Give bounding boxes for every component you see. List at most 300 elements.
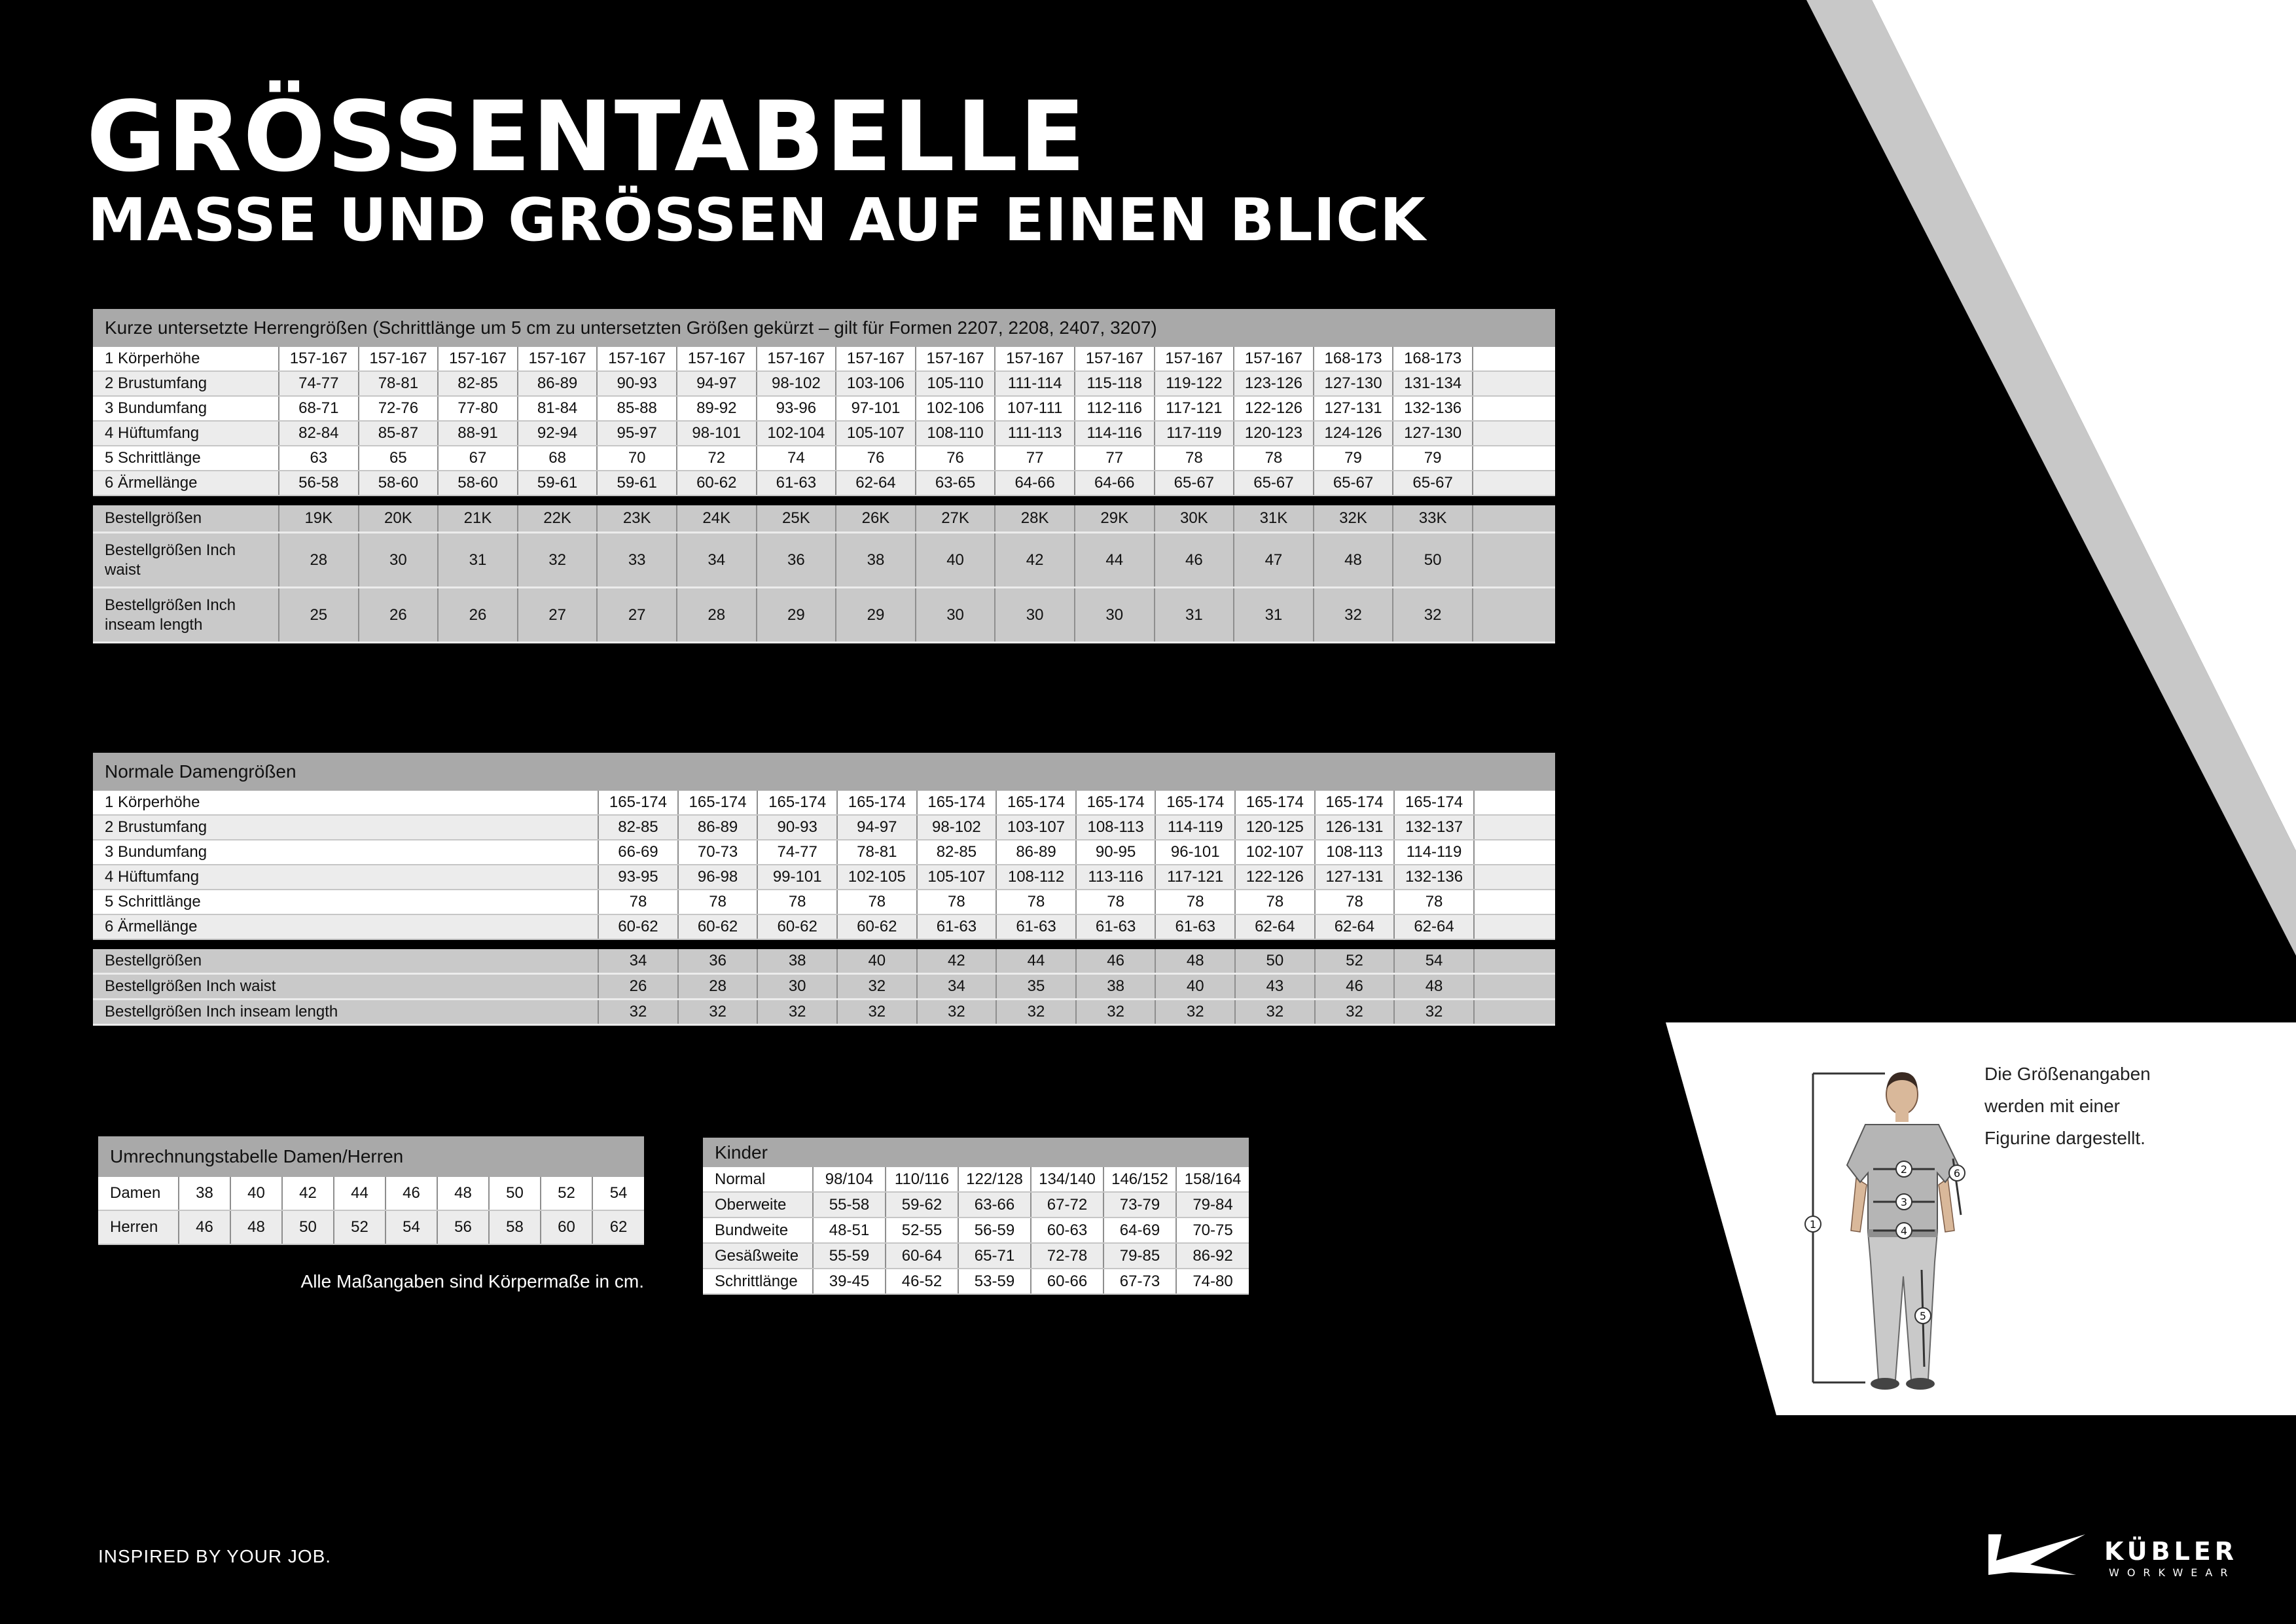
table-row xyxy=(93,840,1555,865)
cell: 165-174 xyxy=(757,791,837,815)
cell: 127-131 xyxy=(1314,396,1393,421)
cell: 115-118 xyxy=(1075,371,1155,396)
empty-cell xyxy=(1473,505,1555,533)
table-row xyxy=(93,446,1555,471)
cell: 29 xyxy=(836,588,916,643)
cell: 66-69 xyxy=(598,840,678,865)
cell: 105-107 xyxy=(836,421,916,446)
cell: 82-84 xyxy=(279,421,359,446)
cell: 25 xyxy=(279,588,359,643)
cell: 46 xyxy=(179,1210,230,1244)
cell: 26 xyxy=(359,588,439,643)
cell: 29 xyxy=(757,588,836,643)
cell: 98-102 xyxy=(757,371,836,396)
cell: 111-114 xyxy=(995,371,1075,396)
cell: 78 xyxy=(1155,890,1235,914)
cell: 25K xyxy=(757,505,836,533)
cell: 32 xyxy=(837,974,917,1000)
row-label: 1 Körperhöhe xyxy=(93,347,279,371)
empty-cell xyxy=(1474,865,1555,890)
cell: 27K xyxy=(916,505,996,533)
cell: 46 xyxy=(1076,949,1156,974)
cell: 132-136 xyxy=(1394,865,1474,890)
cell: 82-85 xyxy=(438,371,518,396)
cell: 126-131 xyxy=(1315,815,1395,840)
cell: 32 xyxy=(1076,1000,1156,1025)
row-label: 3 Bundumfang xyxy=(93,396,279,421)
cell: 77 xyxy=(1075,446,1155,471)
cell: 157-167 xyxy=(916,347,996,371)
row-label-line1: Bestellgrößen Inch xyxy=(105,596,236,614)
figure-caption-line: Die Größenangaben xyxy=(1984,1064,2151,1084)
cell: 26 xyxy=(598,974,678,1000)
cell: 23K xyxy=(597,505,677,533)
cell: 132-137 xyxy=(1394,815,1474,840)
empty-cell xyxy=(1474,949,1555,974)
marker-3: 3 xyxy=(1900,1196,1908,1208)
cell: 108-113 xyxy=(1315,840,1395,865)
row-label: Herren xyxy=(98,1210,179,1244)
cell: 61-63 xyxy=(1155,914,1235,939)
cell: 31 xyxy=(438,533,518,588)
empty-cell xyxy=(1473,446,1555,471)
women-normal-size-table xyxy=(93,753,1555,1026)
row-label: Schrittlänge xyxy=(703,1269,813,1294)
cell: 38 xyxy=(1076,974,1156,1000)
cell: 52 xyxy=(334,1210,386,1244)
cell: 54 xyxy=(386,1210,437,1244)
order-row xyxy=(93,588,1555,643)
cell: 44 xyxy=(1075,533,1155,588)
cell: 20K xyxy=(359,505,439,533)
cell: 59-61 xyxy=(597,471,677,496)
cell: 157-167 xyxy=(597,347,677,371)
cell: 86-92 xyxy=(1176,1243,1249,1269)
cell: 165-174 xyxy=(1076,791,1156,815)
cell: 32 xyxy=(1393,588,1473,643)
cell: 78 xyxy=(598,890,678,914)
cell: 168-173 xyxy=(1314,347,1393,371)
cell: 108-113 xyxy=(1076,815,1156,840)
cell: 93-95 xyxy=(598,865,678,890)
cell: 34 xyxy=(917,974,997,1000)
row-label: 2 Brustumfang xyxy=(93,815,598,840)
cell: 168-173 xyxy=(1393,347,1473,371)
cell: 50 xyxy=(1393,533,1473,588)
table-row xyxy=(703,1218,1249,1243)
cell: 30 xyxy=(1075,588,1155,643)
cell: 103-106 xyxy=(836,371,916,396)
cell: 79-84 xyxy=(1176,1192,1249,1218)
cell: 60-62 xyxy=(837,914,917,939)
table-row xyxy=(93,791,1555,815)
cell: 58 xyxy=(489,1210,541,1244)
cell: 120-123 xyxy=(1234,421,1314,446)
cell: 48 xyxy=(1314,533,1393,588)
cell: 28 xyxy=(678,974,758,1000)
page-title: GRÖSSENTABELLE xyxy=(86,81,1087,193)
empty-cell xyxy=(1474,840,1555,865)
cell: 52-55 xyxy=(886,1218,958,1243)
cell: 108-112 xyxy=(996,865,1076,890)
cell: 92-94 xyxy=(518,421,598,446)
cell: 157-167 xyxy=(995,347,1075,371)
cell: 74-77 xyxy=(757,840,837,865)
brand-tagline: WORKWEAR xyxy=(2109,1566,2236,1579)
kids-caption: Kinder xyxy=(703,1138,1249,1167)
row-label: Bundweite xyxy=(703,1218,813,1243)
cell: 112-116 xyxy=(1075,396,1155,421)
cell: 157-167 xyxy=(438,347,518,371)
cell: 96-101 xyxy=(1155,840,1235,865)
cell: 26K xyxy=(836,505,916,533)
cell: 39-45 xyxy=(813,1269,886,1294)
cell: 72-78 xyxy=(1031,1243,1103,1269)
empty-cell xyxy=(1474,815,1555,840)
cell: 52 xyxy=(541,1177,592,1210)
cell: 111-113 xyxy=(995,421,1075,446)
cell: 32 xyxy=(757,1000,837,1025)
cell: 62-64 xyxy=(1235,914,1315,939)
row-label: 5 Schrittlänge xyxy=(93,446,279,471)
cell: 146/152 xyxy=(1103,1167,1176,1192)
men-short-size-table xyxy=(93,309,1555,643)
cell: 113-116 xyxy=(1076,865,1156,890)
cell: 61-63 xyxy=(996,914,1076,939)
cell: 32 xyxy=(518,533,598,588)
figurine-illustration xyxy=(1787,1060,1983,1401)
row-label: Bestellgrößen Inch inseam length xyxy=(93,1000,598,1025)
cell: 117-121 xyxy=(1155,396,1234,421)
conversion-table xyxy=(98,1136,644,1245)
cell: 78-81 xyxy=(837,840,917,865)
kids-size-table xyxy=(703,1138,1249,1295)
cell: 157-167 xyxy=(677,347,757,371)
cell: 78-81 xyxy=(359,371,439,396)
cell: 62-64 xyxy=(1315,914,1395,939)
cell: 78 xyxy=(1234,446,1314,471)
empty-cell xyxy=(1473,396,1555,421)
cell: 30 xyxy=(359,533,439,588)
row-label: Gesäßweite xyxy=(703,1243,813,1269)
cell: 78 xyxy=(1235,890,1315,914)
cell: 65-71 xyxy=(958,1243,1031,1269)
cell: 127-130 xyxy=(1314,371,1393,396)
cell: 157-167 xyxy=(279,347,359,371)
cell: 78 xyxy=(996,890,1076,914)
row-label: 6 Ärmellänge xyxy=(93,471,279,496)
cell: 165-174 xyxy=(837,791,917,815)
cell: 33K xyxy=(1393,505,1473,533)
brand-name: KÜBLER xyxy=(2104,1537,2238,1566)
cell: 60-62 xyxy=(598,914,678,939)
cell: 89-92 xyxy=(677,396,757,421)
cell: 165-174 xyxy=(917,791,997,815)
cell: 165-174 xyxy=(1315,791,1395,815)
slogan: INSPIRED BY YOUR JOB. xyxy=(98,1546,332,1566)
cell: 85-88 xyxy=(597,396,677,421)
empty-cell xyxy=(1473,471,1555,496)
row-label: Normal xyxy=(703,1167,813,1192)
cell: 62 xyxy=(592,1210,644,1244)
cell: 64-66 xyxy=(1075,471,1155,496)
cell: 73-79 xyxy=(1103,1192,1176,1218)
cell: 44 xyxy=(334,1177,386,1210)
row-label: Oberweite xyxy=(703,1192,813,1218)
cell: 59-62 xyxy=(886,1192,958,1218)
cell: 36 xyxy=(757,533,836,588)
cell: 77-80 xyxy=(438,396,518,421)
cell: 32 xyxy=(1235,1000,1315,1025)
cell: 114-119 xyxy=(1155,815,1235,840)
order-row xyxy=(93,505,1555,533)
cell: 27 xyxy=(518,588,598,643)
cell: 78 xyxy=(678,890,758,914)
cell: 114-119 xyxy=(1394,840,1474,865)
cell: 42 xyxy=(282,1177,334,1210)
cell: 27 xyxy=(597,588,677,643)
cell: 54 xyxy=(1394,949,1474,974)
cell: 63-65 xyxy=(916,471,996,496)
empty-cell xyxy=(1474,1000,1555,1025)
marker-5: 5 xyxy=(1919,1310,1927,1322)
row-label: Bestellgrößen xyxy=(93,505,279,533)
table-row xyxy=(703,1192,1249,1218)
cell: 61-63 xyxy=(757,471,836,496)
figure-caption-line: Figurine dargestellt. xyxy=(1984,1128,2145,1148)
men-short-caption: Kurze untersetzte Herrengrößen (Schrittlänge um 5 cm zu untersetzten Größen gekürzt – gilt für Formen 2207, 2208, 2407, 3207) xyxy=(93,309,1555,347)
empty-cell xyxy=(1473,421,1555,446)
table-row xyxy=(703,1167,1249,1192)
cell: 88-91 xyxy=(438,421,518,446)
cell: 105-110 xyxy=(916,371,996,396)
cell: 78 xyxy=(1315,890,1395,914)
cell: 157-167 xyxy=(1234,347,1314,371)
cell: 56 xyxy=(437,1210,489,1244)
figure-caption-line: werden mit einer xyxy=(1984,1096,2120,1116)
cell: 70-75 xyxy=(1176,1218,1249,1243)
table-row xyxy=(93,396,1555,421)
cell: 50 xyxy=(282,1210,334,1244)
cell: 134/140 xyxy=(1031,1167,1103,1192)
cell: 43 xyxy=(1235,974,1315,1000)
cell: 46 xyxy=(1155,533,1234,588)
cell: 42 xyxy=(995,533,1075,588)
cell: 63 xyxy=(279,446,359,471)
cell: 28 xyxy=(677,588,757,643)
measurements-note: Alle Maßangaben sind Körpermaße in cm. xyxy=(300,1271,644,1291)
cell: 60-62 xyxy=(677,471,757,496)
cell: 40 xyxy=(230,1177,282,1210)
cell: 48 xyxy=(230,1210,282,1244)
cell: 124-126 xyxy=(1314,421,1393,446)
figure-caption xyxy=(1984,1058,2200,1154)
women-normal-caption: Normale Damengrößen xyxy=(93,753,1555,791)
cell: 67-72 xyxy=(1031,1192,1103,1218)
cell: 58-60 xyxy=(359,471,439,496)
cell: 157-167 xyxy=(757,347,836,371)
row-label: Bestellgrößen Inch waist xyxy=(93,974,598,1000)
empty-cell xyxy=(1474,974,1555,1000)
cell: 86-89 xyxy=(678,815,758,840)
table-row xyxy=(93,865,1555,890)
cell: 86-89 xyxy=(996,840,1076,865)
cell: 30 xyxy=(995,588,1075,643)
cell: 30 xyxy=(757,974,837,1000)
cell: 78 xyxy=(917,890,997,914)
cell: 78 xyxy=(757,890,837,914)
cell: 165-174 xyxy=(678,791,758,815)
cell: 94-97 xyxy=(677,371,757,396)
cell: 31 xyxy=(1234,588,1314,643)
cell: 56-59 xyxy=(958,1218,1031,1243)
cell: 90-93 xyxy=(757,815,837,840)
cell: 56-58 xyxy=(279,471,359,496)
cell: 47 xyxy=(1234,533,1314,588)
cell: 30 xyxy=(916,588,996,643)
order-row xyxy=(93,533,1555,588)
cell: 157-167 xyxy=(836,347,916,371)
cell: 53-59 xyxy=(958,1269,1031,1294)
cell: 119-122 xyxy=(1155,371,1234,396)
cell: 76 xyxy=(916,446,996,471)
cell: 28K xyxy=(995,505,1075,533)
cell: 165-174 xyxy=(996,791,1076,815)
cell: 65-67 xyxy=(1155,471,1234,496)
cell: 62-64 xyxy=(836,471,916,496)
cell: 78 xyxy=(837,890,917,914)
cell: 85-87 xyxy=(359,421,439,446)
cell: 34 xyxy=(677,533,757,588)
cell: 61-63 xyxy=(917,914,997,939)
empty-cell xyxy=(1474,914,1555,939)
cell: 165-174 xyxy=(1394,791,1474,815)
cell: 32 xyxy=(1315,1000,1395,1025)
table-row xyxy=(703,1243,1249,1269)
cell: 82-85 xyxy=(917,840,997,865)
cell: 32 xyxy=(678,1000,758,1025)
cell: 90-93 xyxy=(597,371,677,396)
cell: 32 xyxy=(996,1000,1076,1025)
order-row xyxy=(93,949,1555,974)
cell: 79 xyxy=(1393,446,1473,471)
cell: 32 xyxy=(837,1000,917,1025)
cell: 108-110 xyxy=(916,421,996,446)
gap-cell xyxy=(93,939,1555,949)
cell: 74-80 xyxy=(1176,1269,1249,1294)
kubler-logo-icon xyxy=(1984,1532,2089,1578)
cell: 79 xyxy=(1314,446,1393,471)
row-label xyxy=(93,588,279,643)
row-label: 2 Brustumfang xyxy=(93,371,279,396)
cell: 72-76 xyxy=(359,396,439,421)
cell: 165-174 xyxy=(1155,791,1235,815)
row-label: Bestellgrößen xyxy=(93,949,598,974)
cell: 93-96 xyxy=(757,396,836,421)
row-label: 1 Körperhöhe xyxy=(93,791,598,815)
cell: 131-134 xyxy=(1393,371,1473,396)
cell: 81-84 xyxy=(518,396,598,421)
cell: 68 xyxy=(518,446,598,471)
cell: 99-101 xyxy=(757,865,837,890)
cell: 30K xyxy=(1155,505,1234,533)
cell: 26 xyxy=(438,588,518,643)
cell: 48 xyxy=(1394,974,1474,1000)
cell: 50 xyxy=(1235,949,1315,974)
cell: 64-69 xyxy=(1103,1218,1176,1243)
cell: 46 xyxy=(386,1177,437,1210)
table-row xyxy=(93,815,1555,840)
cell: 82-85 xyxy=(598,815,678,840)
cell: 107-111 xyxy=(995,396,1075,421)
cell: 52 xyxy=(1315,949,1395,974)
cell: 40 xyxy=(916,533,996,588)
cell: 35 xyxy=(996,974,1076,1000)
cell: 70-73 xyxy=(678,840,758,865)
marker-6: 6 xyxy=(1953,1167,1961,1180)
cell: 117-121 xyxy=(1155,865,1235,890)
cell: 61-63 xyxy=(1076,914,1156,939)
cell: 31K xyxy=(1234,505,1314,533)
row-label-line1: Bestellgrößen Inch xyxy=(105,541,236,559)
row-label xyxy=(93,533,279,588)
cell: 48-51 xyxy=(813,1218,886,1243)
page-subtitle: MASSE UND GRÖSSEN AUF EINEN BLICK xyxy=(88,186,1426,255)
cell: 97-101 xyxy=(836,396,916,421)
cell: 59-61 xyxy=(518,471,598,496)
cell: 132-136 xyxy=(1393,396,1473,421)
cell: 58-60 xyxy=(438,471,518,496)
cell: 95-97 xyxy=(597,421,677,446)
cell: 117-119 xyxy=(1155,421,1234,446)
cell: 158/164 xyxy=(1176,1167,1249,1192)
row-label-line2: waist xyxy=(105,560,141,579)
empty-cell xyxy=(1473,588,1555,643)
cell: 96-98 xyxy=(678,865,758,890)
cell: 60 xyxy=(541,1210,592,1244)
cell: 105-107 xyxy=(917,865,997,890)
table-row xyxy=(93,347,1555,371)
cell: 33 xyxy=(597,533,677,588)
table-row xyxy=(93,914,1555,939)
cell: 157-167 xyxy=(359,347,439,371)
table-row xyxy=(93,471,1555,496)
table-row xyxy=(98,1177,644,1210)
table-row xyxy=(93,890,1555,914)
cell: 86-89 xyxy=(518,371,598,396)
cell: 40 xyxy=(837,949,917,974)
row-gap xyxy=(93,939,1555,949)
row-label: 4 Hüftumfang xyxy=(93,865,598,890)
cell: 157-167 xyxy=(1155,347,1234,371)
cell: 65-67 xyxy=(1314,471,1393,496)
cell: 122/128 xyxy=(958,1167,1031,1192)
cell: 67-73 xyxy=(1103,1269,1176,1294)
cell: 21K xyxy=(438,505,518,533)
cell: 48 xyxy=(437,1177,489,1210)
cell: 42 xyxy=(917,949,997,974)
cell: 32 xyxy=(598,1000,678,1025)
empty-cell xyxy=(1473,533,1555,588)
row-label: 4 Hüftumfang xyxy=(93,421,279,446)
cell: 46 xyxy=(1315,974,1395,1000)
cell: 90-95 xyxy=(1076,840,1156,865)
cell: 60-66 xyxy=(1031,1269,1103,1294)
cell: 79-85 xyxy=(1103,1243,1176,1269)
row-label: 6 Ärmellänge xyxy=(93,914,598,939)
row-gap xyxy=(93,496,1555,505)
conversion-caption: Umrechnungstabelle Damen/Herren xyxy=(98,1136,644,1177)
